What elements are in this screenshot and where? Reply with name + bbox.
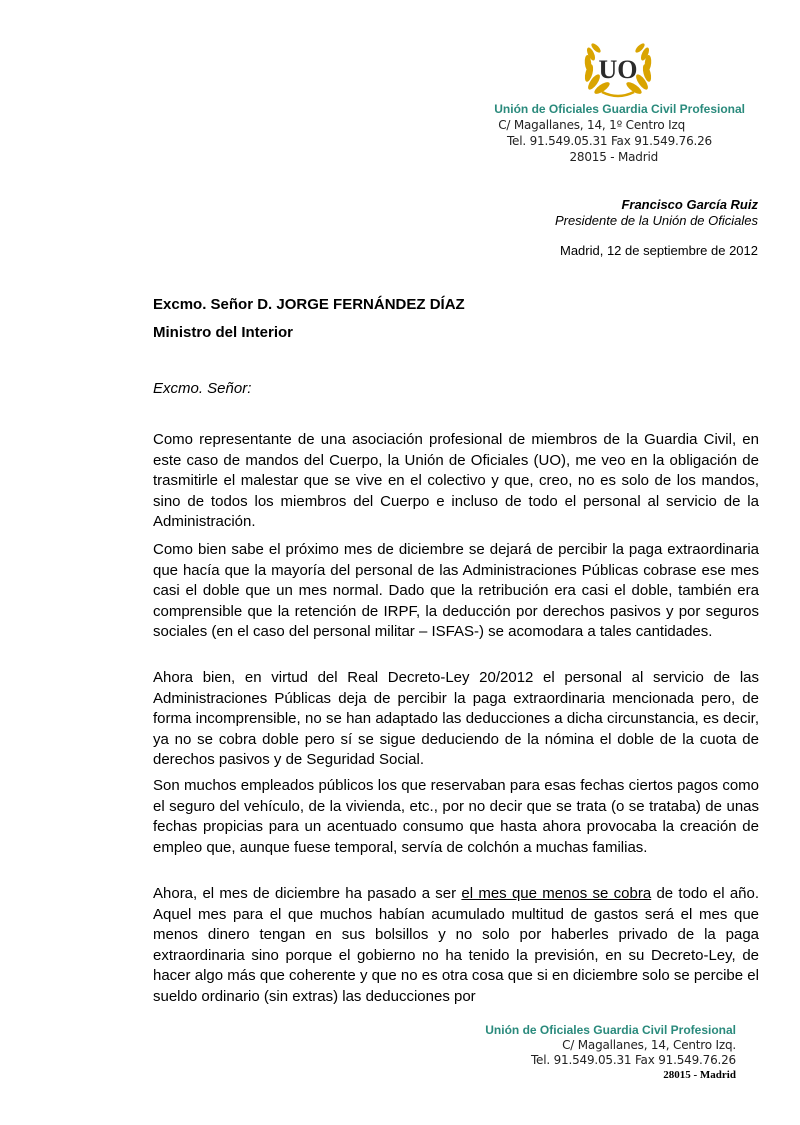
salutation: Excmo. Señor:	[153, 380, 252, 397]
underlined-phrase: el mes que menos se cobra	[461, 885, 652, 902]
body-text-segment: de todo el año. Aquel mes para el que muchos habían acumulado multitud de gastos será el mes que menos dinero tengan en sus bolsillos y no solo por haberles privado de la paga extraordinaria sino porque el gobierno no ha tenido la previsión, en su Decreto-Ley, de hacer algo más que coherente y que no es otra cosa que si en diciembre solo se percibe el sueldo ordinario (sin extras) las deducciones por	[153, 885, 760, 1005]
body-paragraph: Como representante de una asociación profesional de miembros de la Guardia Civil, en este caso de mandos del Cuerpo, la Unión de Oficiales (UO), me veo en la obligación de trasmitirle el malestar que se vive en el colectivo y que, creo, no es solo de los mandos, sino de todos los miembros del Cuerpo e incluso de todo el personal al servicio de la Administración.	[153, 431, 759, 531]
body-paragraph	[153, 884, 759, 1008]
body-paragraph: Son muchos empleados públicos los que reservaban para esas fechas ciertos pagos como el seguro del vehículo, de la vivienda, etc., por no decir que se trata (o se trataba) de unas fechas propicias para un acentuado consumo que hasta ahora provocaba la creación de empleo que, aunque fuese temporal, servía de colchón a muchas familias.	[153, 777, 759, 856]
org-name: Unión de Oficiales Guardia Civil Profesional	[494, 102, 745, 116]
recipient-name: Excmo. Señor D. JORGE FERNÁNDEZ DÍAZ	[153, 296, 465, 313]
svg-text:UO: UO	[598, 55, 638, 84]
body-paragraph: Ahora bien, en virtud del Real Decreto-Ley 20/2012 el personal al servicio de las Administraciones Públicas deja de percibir la paga extraordinaria mencionada pero, de forma incomprensible, no se han adaptado las deducciones a dicha circunstancia, es decir, ya no se cobra doble pero sí se sigue deduciendo de la nómina el doble de la cuota de derechos pasivos y de Seguridad Social.	[153, 669, 759, 769]
footer-org-name: Unión de Oficiales Guardia Civil Profesional	[485, 1023, 736, 1037]
body-text-segment: Ahora, el mes de diciembre ha pasado a ser	[153, 885, 462, 902]
footer-address-line: C/ Magallanes, 14, Centro Izq.	[562, 1038, 736, 1052]
footer-postal-city: 28015 - Madrid	[663, 1069, 736, 1081]
letter-date: Madrid, 12 de septiembre de 2012	[559, 243, 758, 258]
recipient-title: Ministro del Interior	[153, 324, 294, 341]
postal-city-line: 28015 - Madrid	[569, 150, 658, 164]
laurel-wreath-uo-icon	[572, 42, 664, 102]
phone-fax-line: Tel. 91.549.05.31 Fax 91.549.76.26	[506, 134, 712, 148]
address-line: C/ Magallanes, 14, 1º Centro Izq	[498, 118, 685, 132]
body-paragraph: Como bien sabe el próximo mes de diciembre se dejará de percibir la paga extraordinaria que hacía que la mayoría del personal de las Administraciones Públicas cobrase ese mes casi el doble que un mes normal. Dado que la retribución era casi el doble, también era comprensible que la retención de IRPF, la deducción por derechos pasivos y por seguros sociales (en el caso del personal militar – ISFAS-) se acomodara a tales cantidades.	[153, 541, 759, 641]
sender-title: Presidente de la Unión de Oficiales	[554, 213, 758, 228]
footer-phone-fax-line: Tel. 91.549.05.31 Fax 91.549.76.26	[530, 1053, 736, 1067]
sender-name: Francisco García Ruiz	[621, 197, 758, 212]
